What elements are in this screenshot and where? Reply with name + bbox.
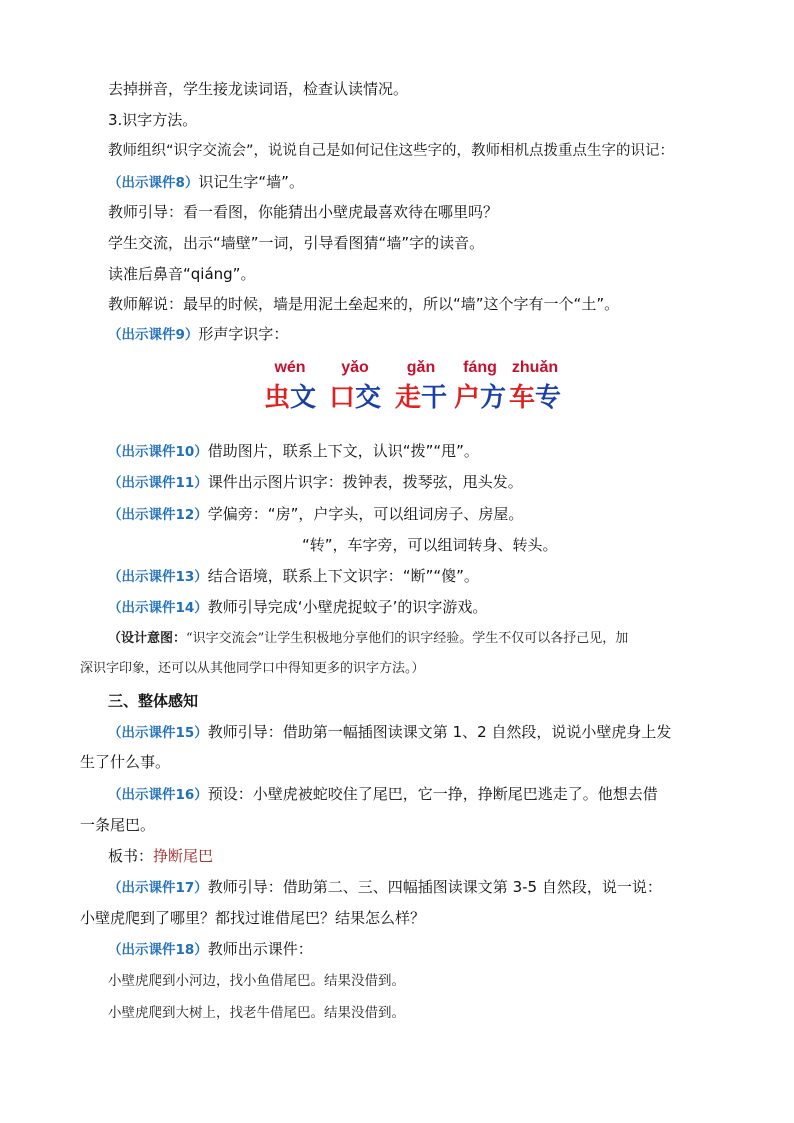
pinyin-text: gǎn xyxy=(406,359,436,376)
courseware-tag: （出示课件18） xyxy=(108,942,208,958)
courseware-line xyxy=(108,939,313,960)
courseware-tag: （出示课件13） xyxy=(108,569,208,585)
character: 车专 xyxy=(508,383,562,413)
courseware-text: 学偏旁：“房”，户字头，可以组词房子、房屋。 xyxy=(207,505,524,523)
courseware-line xyxy=(108,504,523,525)
pinyin-character xyxy=(255,358,325,414)
courseware-line xyxy=(108,877,662,898)
courseware-text: 教师引导完成‘小壁虎捉蚊子’的识字游戏。 xyxy=(207,598,488,616)
text-line: 学生交流，出示“墙壁”一词，引导看图猜“墙”字的读音。 xyxy=(108,234,485,252)
courseware-line xyxy=(108,784,658,805)
courseware-text: 预设：小壁虎被蛇咬住了尾巴，它一挣，挣断尾巴逃走了。他想去借 xyxy=(207,785,658,803)
board-label: 板书： xyxy=(108,847,154,865)
text-line: 教师引导：看一看图，你能猜出小壁虎最喜欢待在哪里吗？ xyxy=(108,203,499,221)
courseware-tag: （出示课件12） xyxy=(108,507,208,523)
courseware-text: 课件出示图片识字：拨钟表，拨琴弦，甩头发。 xyxy=(207,473,523,491)
courseware-line xyxy=(108,324,288,345)
design-note-continued: 深识字印象，还可以从其他同学口中得知更多的识字方法。） xyxy=(80,661,425,676)
design-note xyxy=(108,629,628,649)
courseware-text: 教师引导：借助第一幅插图读课文第 1、2 自然段，说说小壁虎身上发 xyxy=(207,723,672,741)
courseware-text: 形声字识字： xyxy=(198,325,289,343)
text-line: “转”，车字旁，可以组词转身、转头。 xyxy=(302,536,558,554)
courseware-line xyxy=(108,472,523,493)
text-line: 教师组织“识字交流会”，说说自己是如何记住这些字的，教师相机点拨重点生字的识记： xyxy=(108,143,675,159)
courseware-tag: （出示课件14） xyxy=(108,600,208,616)
courseware-text: 结合语境，联系上下文识字：“断”“傻”。 xyxy=(207,567,479,585)
pinyin-text: fáng xyxy=(463,359,497,376)
section-heading: 三、整体感知 xyxy=(108,692,199,710)
courseware-tag: （出示课件9） xyxy=(108,327,199,343)
courseware-line xyxy=(108,172,304,193)
courseware-text: 教师出示课件： xyxy=(207,940,313,958)
courseware-tag: （出示课件16） xyxy=(108,787,208,803)
pinyin-text: zhuǎn xyxy=(511,359,559,376)
courseware-tag: （出示课件10） xyxy=(108,444,208,460)
courseware-sentence: 小壁虎爬到小河边，找小鱼借尾巴。结果没借到。 xyxy=(108,973,405,989)
pinyin-text: yǎo xyxy=(341,359,369,376)
board-line xyxy=(108,846,213,866)
text-line: 生了什么事。 xyxy=(80,753,171,771)
design-note-text: “识字交流会”让学生积极地分享他们的识字经验。学生不仅可以各抒己见，加 xyxy=(186,631,629,646)
text-line: 教师解说：最早的时候，墙是用泥土垒起来的，所以“墙”这个字有一个“土”。 xyxy=(108,295,620,313)
text-line: 小壁虎爬到了哪里？都找过谁借尾巴？结果怎么样？ xyxy=(80,909,426,927)
character: 虫文 xyxy=(263,383,317,413)
pinyin-character xyxy=(320,358,390,414)
courseware-tag: （出示课件11） xyxy=(108,475,208,491)
courseware-text: 识记生字“墙”。 xyxy=(198,173,304,191)
text-line: 读准后鼻音“qiáng”。 xyxy=(108,265,256,283)
text-line: 去掉拼音，学生接龙读词语，检查认读情况。 xyxy=(108,80,409,98)
text-line: 一条尾巴。 xyxy=(80,816,156,834)
character: 户方 xyxy=(453,383,507,413)
pinyin-character-row xyxy=(0,358,794,418)
character: 走干 xyxy=(394,383,448,413)
courseware-text: 教师引导：借助第二、三、四幅插图读课文第 3-5 自然段，说一说： xyxy=(207,878,662,896)
pinyin-character xyxy=(500,358,570,414)
courseware-line xyxy=(108,441,479,462)
pinyin-text: wén xyxy=(274,359,306,376)
courseware-line xyxy=(108,597,487,618)
board-text: 挣断尾巴 xyxy=(153,847,214,865)
courseware-sentence: 小壁虎爬到大树上，找老牛借尾巴。结果没借到。 xyxy=(108,1005,405,1021)
design-note-title: （设计意图： xyxy=(108,631,187,646)
courseware-tag: （出示课件17） xyxy=(108,880,208,896)
courseware-line xyxy=(108,566,479,587)
courseware-text: 借助图片，联系上下文，认识“拨”“甩”。 xyxy=(207,442,479,460)
character: 口交 xyxy=(328,383,382,413)
courseware-tag: （出示课件8） xyxy=(108,175,199,191)
text-line: 3.识字方法。 xyxy=(108,111,198,129)
courseware-tag: （出示课件15） xyxy=(108,725,208,741)
courseware-line xyxy=(108,722,671,743)
